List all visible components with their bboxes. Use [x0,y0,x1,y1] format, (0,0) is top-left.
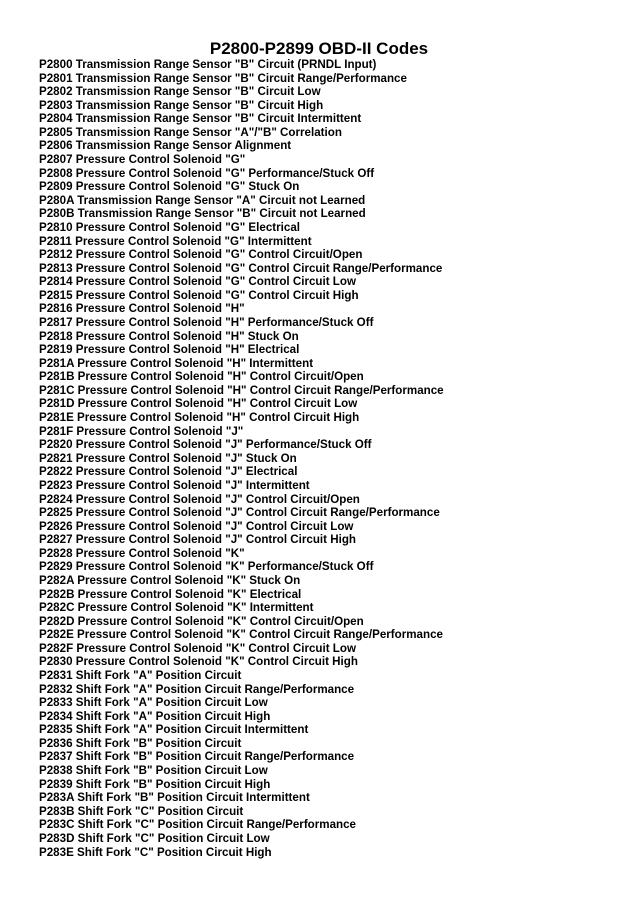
code-entry: P2838 Shift Fork "B" Position Circuit Low [39,764,268,778]
code-entry: P282C Pressure Control Solenoid "K" Intermittent [39,601,314,615]
code-entry: P2806 Transmission Range Sensor Alignment [39,139,292,153]
code-entry: P2800 Transmission Range Sensor "B" Circuit (PRNDL Input) [39,58,377,71]
code-entry: P2828 Pressure Control Solenoid "K" [39,546,245,560]
code-entry: P2830 Pressure Control Solenoid "K" Control Circuit High [39,655,358,669]
code-entry: P2807 Pressure Control Solenoid "G" [39,153,246,167]
code-entry: P2805 Transmission Range Sensor "A"/"B" Correlation [39,125,342,139]
code-entry: P283B Shift Fork "C" Position Circuit [39,804,244,818]
code-entry: P2809 Pressure Control Solenoid "G" Stuck On [39,180,300,194]
code-entry: P2839 Shift Fork "B" Position Circuit High [39,777,271,791]
code-entry: P2817 Pressure Control Solenoid "H" Performance/Stuck Off [39,315,374,329]
code-entry: P2823 Pressure Control Solenoid "J" Intermittent [39,478,310,492]
code-entry: P2808 Pressure Control Solenoid "G" Performance/Stuck Off [39,166,375,180]
code-entry: P2802 Transmission Range Sensor "B" Circuit Low [39,85,321,99]
code-entry: P281B Pressure Control Solenoid "H" Control Circuit/Open [39,370,364,384]
code-entry: P281C Pressure Control Solenoid "H" Control Circuit Range/Performance [39,383,444,397]
code-entry: P2813 Pressure Control Solenoid "G" Control Circuit Range/Performance [39,261,443,275]
code-entry: P2832 Shift Fork "A" Position Circuit Range/Performance [39,682,355,696]
code-entry: P280B Transmission Range Sensor "B" Circuit not Learned [39,207,366,221]
code-entry: P2816 Pressure Control Solenoid "H" [39,302,245,316]
code-entry: P2826 Pressure Control Solenoid "J" Control Circuit Low [39,519,354,533]
code-entry: P2819 Pressure Control Solenoid "H" Electrical [39,343,300,357]
code-entry: P280A Transmission Range Sensor "A" Circuit not Learned [39,193,366,207]
code-entry: P281F Pressure Control Solenoid "J" [39,424,244,438]
code-entry: P2803 Transmission Range Sensor "B" Circuit High [39,98,324,112]
code-entry: P281D Pressure Control Solenoid "H" Control Circuit Low [39,397,358,411]
code-entry: P2831 Shift Fork "A" Position Circuit [39,669,242,683]
code-entry: P2835 Shift Fork "A" Position Circuit Intermittent [39,723,309,737]
code-entry: P283A Shift Fork "B" Position Circuit Intermittent [39,791,310,805]
page-title: P2800-P2899 OBD-II Codes [209,39,429,58]
code-entry: P283C Shift Fork "C" Position Circuit Range/Performance [39,818,357,832]
code-entry: P2812 Pressure Control Solenoid "G" Control Circuit/Open [39,248,363,262]
code-entry: P282E Pressure Control Solenoid "K" Control Circuit Range/Performance [39,628,443,642]
code-entry: P282A Pressure Control Solenoid "K" Stuck On [39,573,301,587]
code-entry: P2811 Pressure Control Solenoid "G" Intermittent [39,234,312,248]
code-entry: P2820 Pressure Control Solenoid "J" Performance/Stuck Off [39,438,372,452]
code-entry: P2827 Pressure Control Solenoid "J" Control Circuit High [39,533,356,547]
code-entry: P282D Pressure Control Solenoid "K" Control Circuit/Open [39,614,364,628]
code-entry: P2836 Shift Fork "B" Position Circuit [39,736,242,750]
code-entry: P2810 Pressure Control Solenoid "G" Electrical [39,220,300,234]
code-entry: P2837 Shift Fork "B" Position Circuit Range/Performance [39,750,355,764]
code-entry: P2834 Shift Fork "A" Position Circuit High [39,709,271,723]
code-entry: P2829 Pressure Control Solenoid "K" Performance/Stuck Off [39,560,374,574]
code-list [39,58,444,859]
code-entry: P283E Shift Fork "C" Position Circuit High [39,845,272,859]
code-entry: P2821 Pressure Control Solenoid "J" Stuck On [39,451,297,465]
code-entry: P282B Pressure Control Solenoid "K" Electrical [39,587,302,601]
code-entry: P2818 Pressure Control Solenoid "H" Stuck On [39,329,299,343]
code-entry: P2815 Pressure Control Solenoid "G" Control Circuit High [39,288,359,302]
code-entry: P2814 Pressure Control Solenoid "G" Control Circuit Low [39,275,356,289]
code-entry: P282F Pressure Control Solenoid "K" Control Circuit Low [39,641,356,655]
code-entry: P2833 Shift Fork "A" Position Circuit Low [39,696,268,710]
code-entry: P2824 Pressure Control Solenoid "J" Control Circuit/Open [39,492,360,506]
code-entry: P281E Pressure Control Solenoid "H" Control Circuit High [39,411,360,425]
code-entry: P281A Pressure Control Solenoid "H" Intermittent [39,356,314,370]
code-entry: P2804 Transmission Range Sensor "B" Circuit Intermittent [39,112,362,126]
code-entry: P2801 Transmission Range Sensor "B" Circuit Range/Performance [39,71,407,85]
code-entry: P2825 Pressure Control Solenoid "J" Control Circuit Range/Performance [39,506,440,520]
code-entry: P283D Shift Fork "C" Position Circuit Low [39,831,270,845]
code-entry: P2822 Pressure Control Solenoid "J" Electrical [39,465,298,479]
